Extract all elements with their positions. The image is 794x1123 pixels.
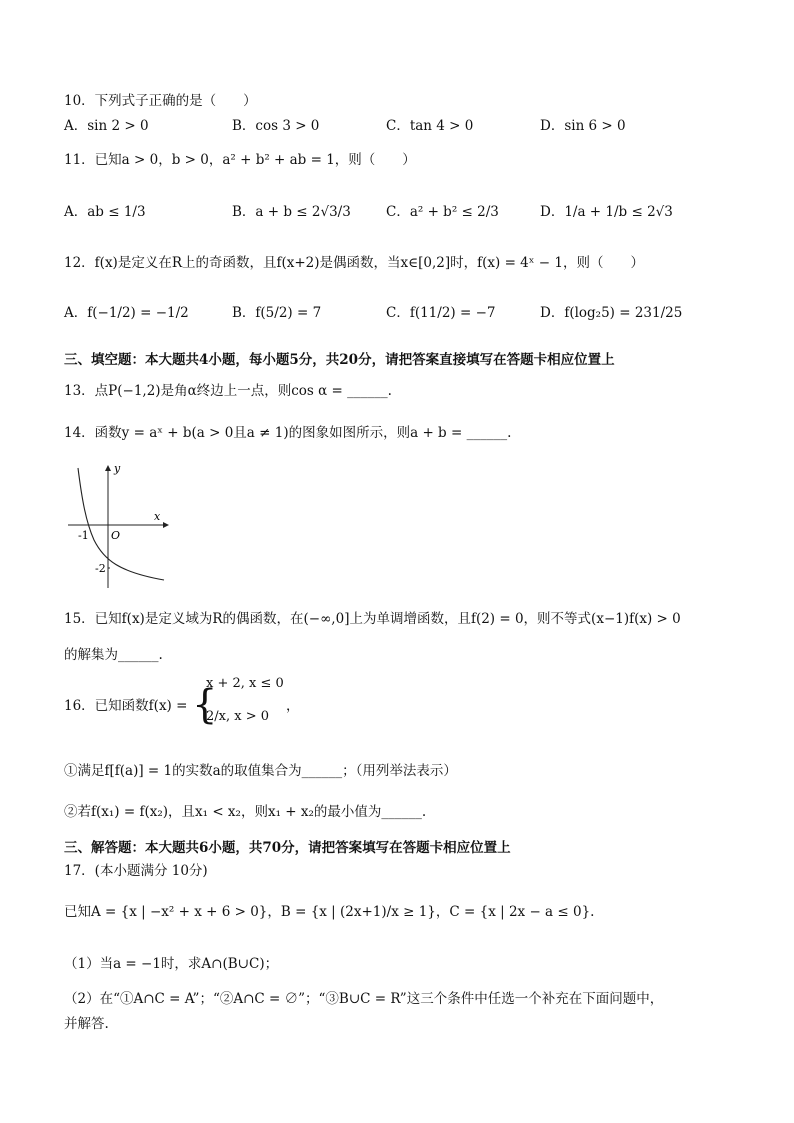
- q16-prefix: 16．已知函数f(x) =: [64, 698, 188, 714]
- q11-option-d: D．1/a + 1/b ≤ 2√3: [540, 204, 673, 220]
- q17-part-1: （1）当a = −1时，求A∩(B∪C)；: [64, 956, 279, 972]
- x-intercept-label: -1: [78, 529, 89, 542]
- q11-option-c: C．a² + b² ≤ 2/3: [386, 204, 499, 220]
- q15-stem-line2: 的解集为______.: [64, 647, 163, 663]
- q10-option-d: D．sin 6 > 0: [540, 118, 626, 134]
- x-axis-label: x: [154, 510, 161, 523]
- q11-option-b: B．a + b ≤ 2√3/3: [232, 204, 351, 220]
- y-intercept-label: -2: [95, 562, 106, 575]
- q11-stem: 11．已知a > 0，b > 0，a² + b² + ab = 1，则（ ）: [64, 152, 416, 168]
- origin-label: O: [111, 529, 121, 542]
- q14-graph-svg: [64, 460, 176, 590]
- q17-title: 17．(本小题满分 10分): [64, 863, 208, 879]
- q14-function-graph: [64, 460, 176, 590]
- q10-option-c: C．tan 4 > 0: [386, 118, 474, 134]
- section-answer-heading: 三、解答题：本大题共6小题，共70分，请把答案填写在答题卡相应位置上: [64, 840, 511, 856]
- q16-suffix: ，: [286, 698, 300, 714]
- q12-option-c: C．f(11/2) = −7: [386, 305, 496, 321]
- q13-stem: 13．点P(−1,2)是角α终边上一点，则cos α = ______.: [64, 383, 392, 399]
- q17-given: 已知A = {x | −x² + x + 6 > 0}，B = {x | (2x+1)/x ≥ 1}，C = {x | 2x − a ≤ 0}.: [64, 904, 595, 920]
- q16-case-1: x + 2, x ≤ 0: [206, 676, 284, 691]
- q15-stem-line1: 15．已知f(x)是定义域为R的偶函数，在(−∞,0]上为单调增函数，且f(2) = 0，则不等式(x−1)f(x) > 0: [64, 611, 681, 627]
- q16-case-2: 2/x, x > 0: [206, 709, 270, 724]
- q14-stem: 14．函数y = aˣ + b(a > 0且a ≠ 1)的图象如图所示，则a + b = ______.: [64, 425, 512, 441]
- q16-part-2: ②若f(x₁) = f(x₂)，且x₁ < x₂，则x₁ + x₂的最小值为______.: [64, 804, 427, 820]
- q12-option-a: A．f(−1/2) = −1/2: [64, 305, 189, 321]
- q17-part-2-line2: 并解答.: [64, 1016, 109, 1032]
- q11-option-a: A．ab ≤ 1/3: [64, 204, 146, 220]
- q12-option-d: D．f(log₂5) = 231/25: [540, 305, 683, 321]
- q10-option-b: B．cos 3 > 0: [232, 118, 320, 134]
- q12-stem: 12．f(x)是定义在R上的奇函数，且f(x+2)是偶函数，当x∈[0,2]时，f(x) = 4ˣ − 1，则（ ）: [64, 255, 644, 271]
- q17-part-2-line1: （2）在“①A∩C = A”；“②A∩C = ∅”；“③B∪C = R”这三个条件中任选一个补充在下面问题中，: [64, 991, 664, 1007]
- exponential-curve: [78, 468, 164, 580]
- y-axis-label: y: [114, 462, 121, 475]
- q10-stem: 10．下列式子正确的是（ ）: [64, 93, 257, 109]
- q16-part-1: ①满足f[f(a)] = 1的实数a的取值集合为______；（用列举法表示）: [64, 763, 457, 779]
- section-fill-in-heading: 三、填空题：本大题共4小题，每小题5分，共20分，请把答案直接填写在答题卡相应位置上: [64, 352, 615, 368]
- q10-option-a: A．sin 2 > 0: [64, 118, 149, 134]
- q12-option-b: B．f(5/2) = 7: [232, 305, 322, 321]
- q16-brace: {: [192, 682, 218, 728]
